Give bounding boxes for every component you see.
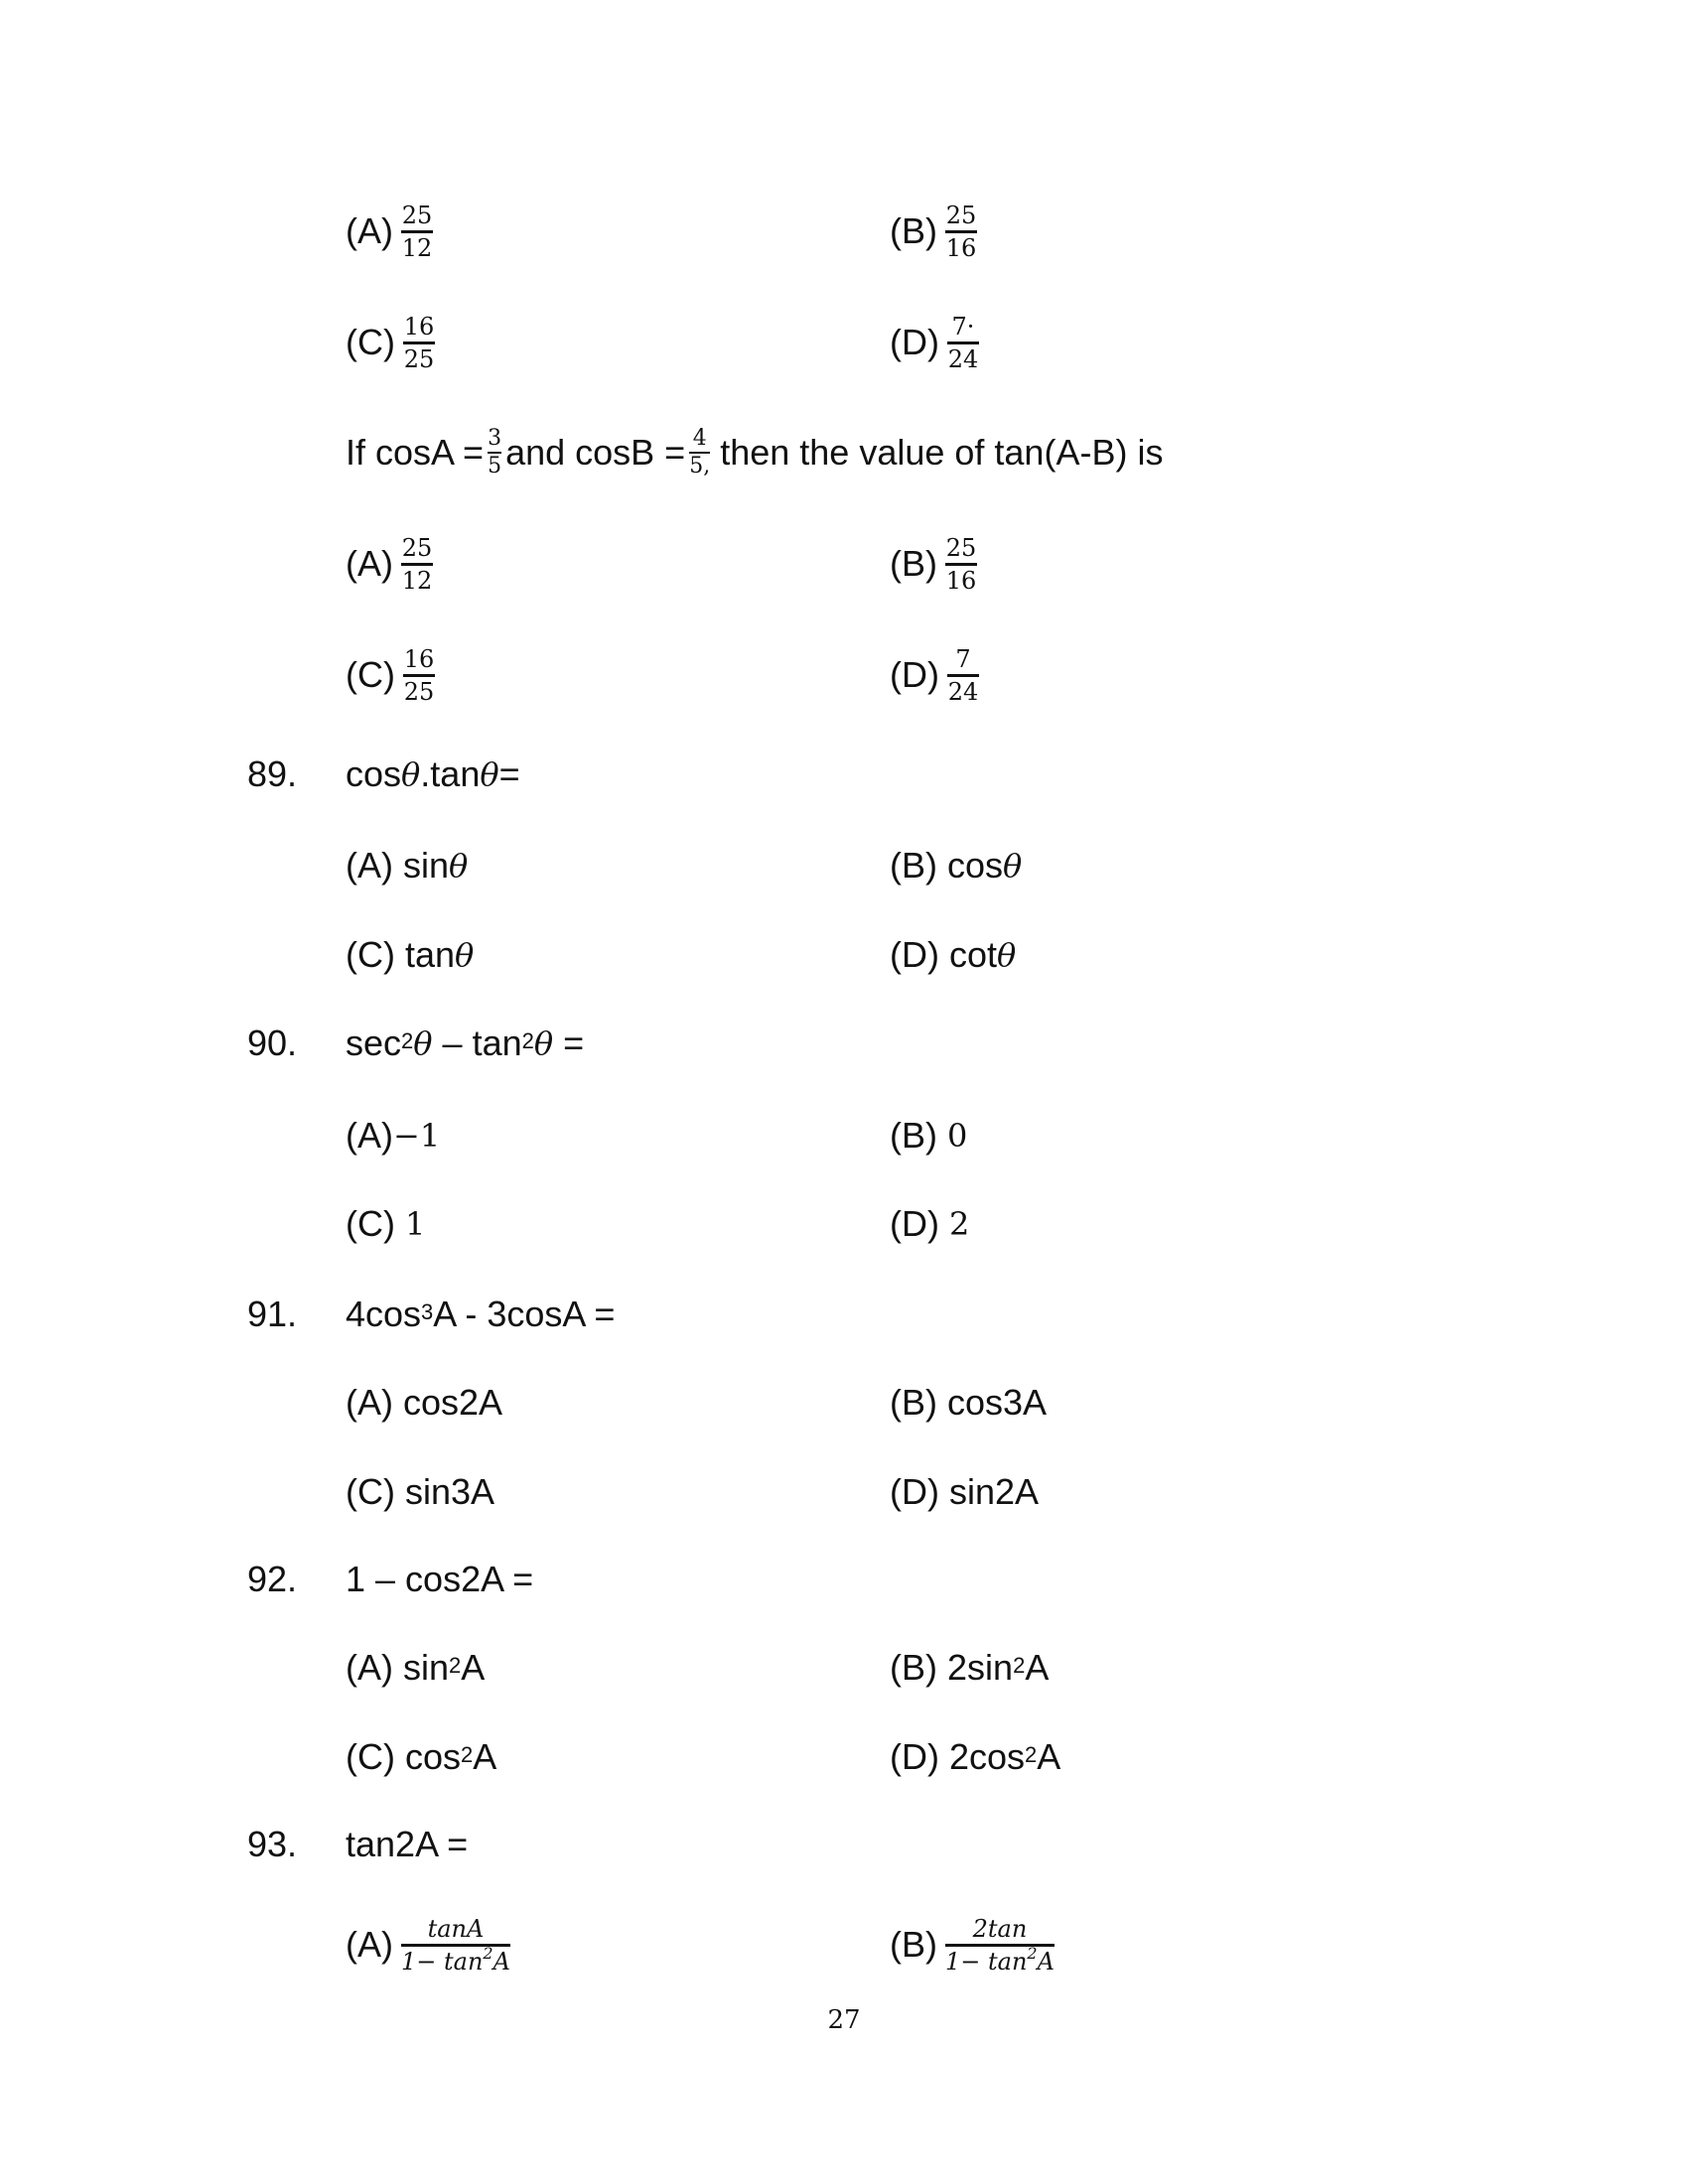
option-d: (D) sin2A — [890, 1471, 1040, 1512]
fraction: $\frac{16}{25}$ — [403, 312, 435, 373]
question-number: 89. — [247, 753, 298, 794]
question-stem: 4cos $^3$ A - 3cosA = — [346, 1294, 616, 1334]
fraction: $\frac{25}{12}$ — [401, 201, 433, 262]
page-number: 27 — [827, 2005, 861, 2035]
option-b: (B) cos3A — [890, 1382, 1048, 1423]
option-c: (C) tan θ — [346, 934, 475, 975]
option-a — [346, 534, 433, 594]
option-b: (B) $\frac{2\tan}{1- \tan^2A}$ — [890, 1914, 1055, 1976]
option-b: (B) 0 — [890, 1115, 968, 1156]
option-b — [890, 534, 977, 594]
question-stem: cos θ .tan θ = — [346, 753, 520, 794]
fraction: $\frac{\tan A}{1- \tan^2A}$ — [401, 1914, 510, 1976]
option-label: (A) — [346, 210, 393, 251]
question-number: 92. — [247, 1559, 298, 1599]
option-d: (D) cot θ — [890, 934, 1017, 975]
option-label: (B) — [890, 543, 937, 584]
option-d: (D) 2cos $^2$ A — [890, 1736, 1061, 1777]
question-stem: tan2A = — [346, 1824, 469, 1864]
option-a: (A) $\frac{\tan A}{1- \tan^2A}$ — [346, 1914, 510, 1976]
fraction: $\frac{25}{12}$ — [401, 533, 433, 595]
option-c: (C) sin3A — [346, 1471, 495, 1512]
option-label: (C) — [346, 654, 395, 695]
option-a — [346, 202, 433, 261]
question-number: 90. — [247, 1023, 298, 1063]
option-b: (B) 2sin $^2$ A — [890, 1647, 1050, 1688]
option-label: (D) — [890, 322, 939, 362]
question-stem: sec $^2$ θ – tan $^2$ θ = — [346, 1023, 585, 1063]
option-label: (A) — [346, 543, 393, 584]
option-b — [890, 202, 977, 261]
option-c: (C) 1 — [346, 1203, 426, 1244]
option-d: (D) 2 — [890, 1203, 970, 1244]
fraction: $\frac{3}{5}$ — [488, 426, 502, 478]
option-a: (A) −1 — [346, 1115, 441, 1156]
fraction: $\frac{25}{16}$ — [945, 533, 977, 595]
fraction: $\frac{7}{24}$ — [947, 644, 979, 706]
option-a: (A) cos2A — [346, 1382, 503, 1423]
fraction: $\frac{7\cdot}{24}$ — [947, 312, 979, 373]
question-number: 91. — [247, 1294, 298, 1334]
option-a: (A) sin θ — [346, 845, 469, 886]
fraction: $\frac{25}{16}$ — [945, 201, 977, 262]
option-label: (C) — [346, 322, 395, 362]
question-number: 93. — [247, 1824, 298, 1864]
option-a: (A) sin $^2$ A — [346, 1647, 486, 1688]
option-c: (C) cos $^2$ A — [346, 1736, 497, 1777]
option-label: (B) — [890, 210, 937, 251]
stem-text: If cosA = — [346, 432, 485, 473]
fraction: $\frac{4}{5,}$ — [689, 426, 711, 478]
fraction: $\frac{16}{25}$ — [403, 644, 435, 706]
fraction: $\frac{2\tan}{1- \tan^2A}$ — [945, 1914, 1055, 1976]
option-c — [346, 645, 435, 705]
option-c — [346, 313, 435, 372]
option-d — [890, 645, 979, 705]
option-d — [890, 313, 979, 372]
question-stem: 1 – cos2A = — [346, 1559, 534, 1599]
stem-text: then the value of tan(A-B) is — [720, 432, 1164, 473]
question-stem — [346, 423, 1163, 482]
stem-text: and cosB = — [505, 432, 686, 473]
option-label: (D) — [890, 654, 939, 695]
option-b: (B) cos θ — [890, 845, 1023, 886]
